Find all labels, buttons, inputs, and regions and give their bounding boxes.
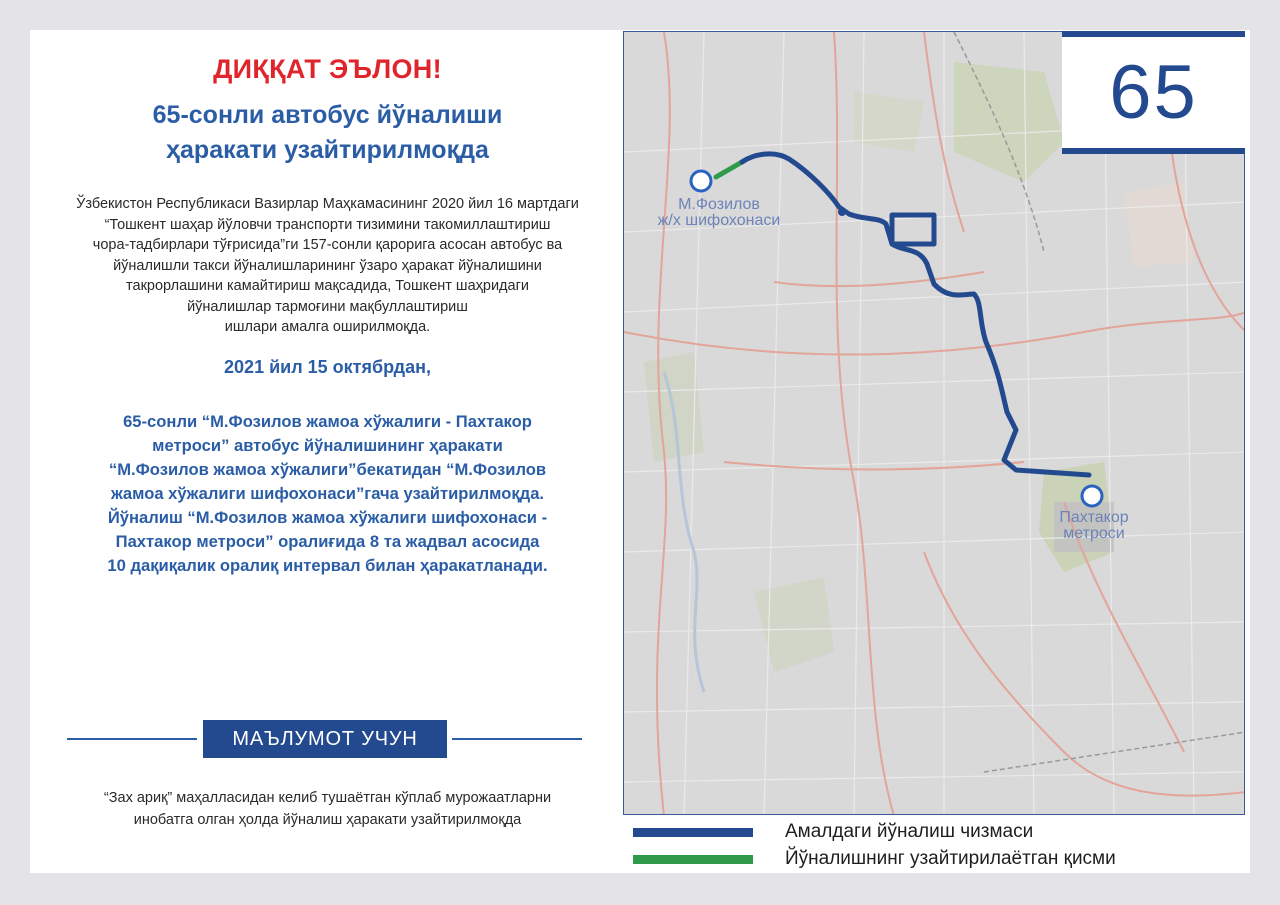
stop-start-line: ж/х шифохонаси	[657, 212, 781, 229]
intro-line: Ўзбекистон Республикаси Вазирлар Маҳкамасининг 2020 йил 16 мартдаги	[76, 196, 579, 212]
intro-line: ишлари амалга оширилмоқда.	[224, 319, 431, 335]
notice-line: Пахтакор метроси” оралиғида 8 та жадвал асосида	[115, 532, 540, 551]
footnote-line: инобатга олган ҳолда йўналиш ҳаракати узайтирилмоқда	[133, 811, 522, 828]
notice-line: метроси” автобус йўналишининг ҳаракати	[152, 436, 503, 455]
stop-start-label	[629, 197, 809, 229]
legend-swatch-blue	[633, 828, 753, 837]
notice-line: 10 дақиқалик оралиқ интервал билан ҳаракатланади.	[107, 556, 548, 575]
notice-line: 65-сонли “М.Фозилов жамоа хўжалиги - Пахтакор	[123, 412, 532, 431]
footnote	[30, 788, 625, 831]
intro-line: йўналишлар тармоғини мақбуллаштириш	[187, 298, 468, 315]
info-badge: МАЪЛУМОТ УЧУН	[203, 720, 447, 758]
route-number: 65	[1109, 50, 1198, 135]
notice-line: “М.Фозилов жамоа хўжалиги”бекатидан “М.Фозилов	[108, 460, 547, 479]
divider-left	[67, 738, 197, 740]
legend-swatch-green	[633, 855, 753, 864]
legend-item-current	[633, 821, 1033, 843]
intro-line: йўналишли такси йўналишларининг ўзаро ҳаракат йўналишини	[113, 257, 542, 274]
intro-line: “Тошкент шаҳар йўловчи транспорти тизимини такомиллаштириш	[104, 216, 551, 233]
intro-line: такрорлашини камайтириш мақсадида, Тошкент шаҳридаги	[126, 278, 529, 294]
page-subtitle	[30, 98, 625, 168]
stop-start-marker	[691, 171, 711, 191]
intro-paragraph	[30, 194, 625, 338]
effective-date: 2021 йил 15 октябрдан,	[224, 357, 431, 377]
legend-label: Йўналишнинг узайтирилаётган қисми	[785, 848, 1116, 869]
map-legend	[623, 815, 1245, 873]
stop-start-line: М.Фозилов	[678, 196, 760, 213]
subtitle-line: 65-сонли автобус йўналиши	[152, 101, 503, 129]
subtitle-line: ҳаракати узайтирилмоқда	[166, 136, 489, 164]
stop-end-label	[1040, 510, 1148, 542]
notice-line: жамоа хўжалиги шифохонаси”гача узайтирилмоқда.	[110, 484, 545, 503]
legend-item-extension	[633, 848, 1116, 870]
footnote-line: “Зах ариқ” маҳалласидан келиб тушаётган кўплаб мурожаатларни	[103, 790, 552, 806]
legend-label: Амалдаги йўналиш чизмаси	[785, 821, 1034, 842]
notice-line: Йўналиш “М.Фозилов жамоа хўжалиги шифохонаси -	[107, 508, 548, 527]
stop-end-line: Пахтакор	[1059, 509, 1129, 526]
stop-end-line: метроси	[1063, 525, 1125, 542]
page-title: ДИҚҚАТ ЭЪЛОН!	[213, 54, 442, 84]
divider-right	[452, 738, 582, 740]
route-number-badge	[1062, 31, 1245, 154]
intro-line: чора-тадбирлари тўғрисида”ги 157-сонли қарорига асосан автобус ва	[92, 237, 563, 253]
notice-paragraph	[30, 410, 625, 578]
stop-end-marker	[1082, 486, 1102, 506]
